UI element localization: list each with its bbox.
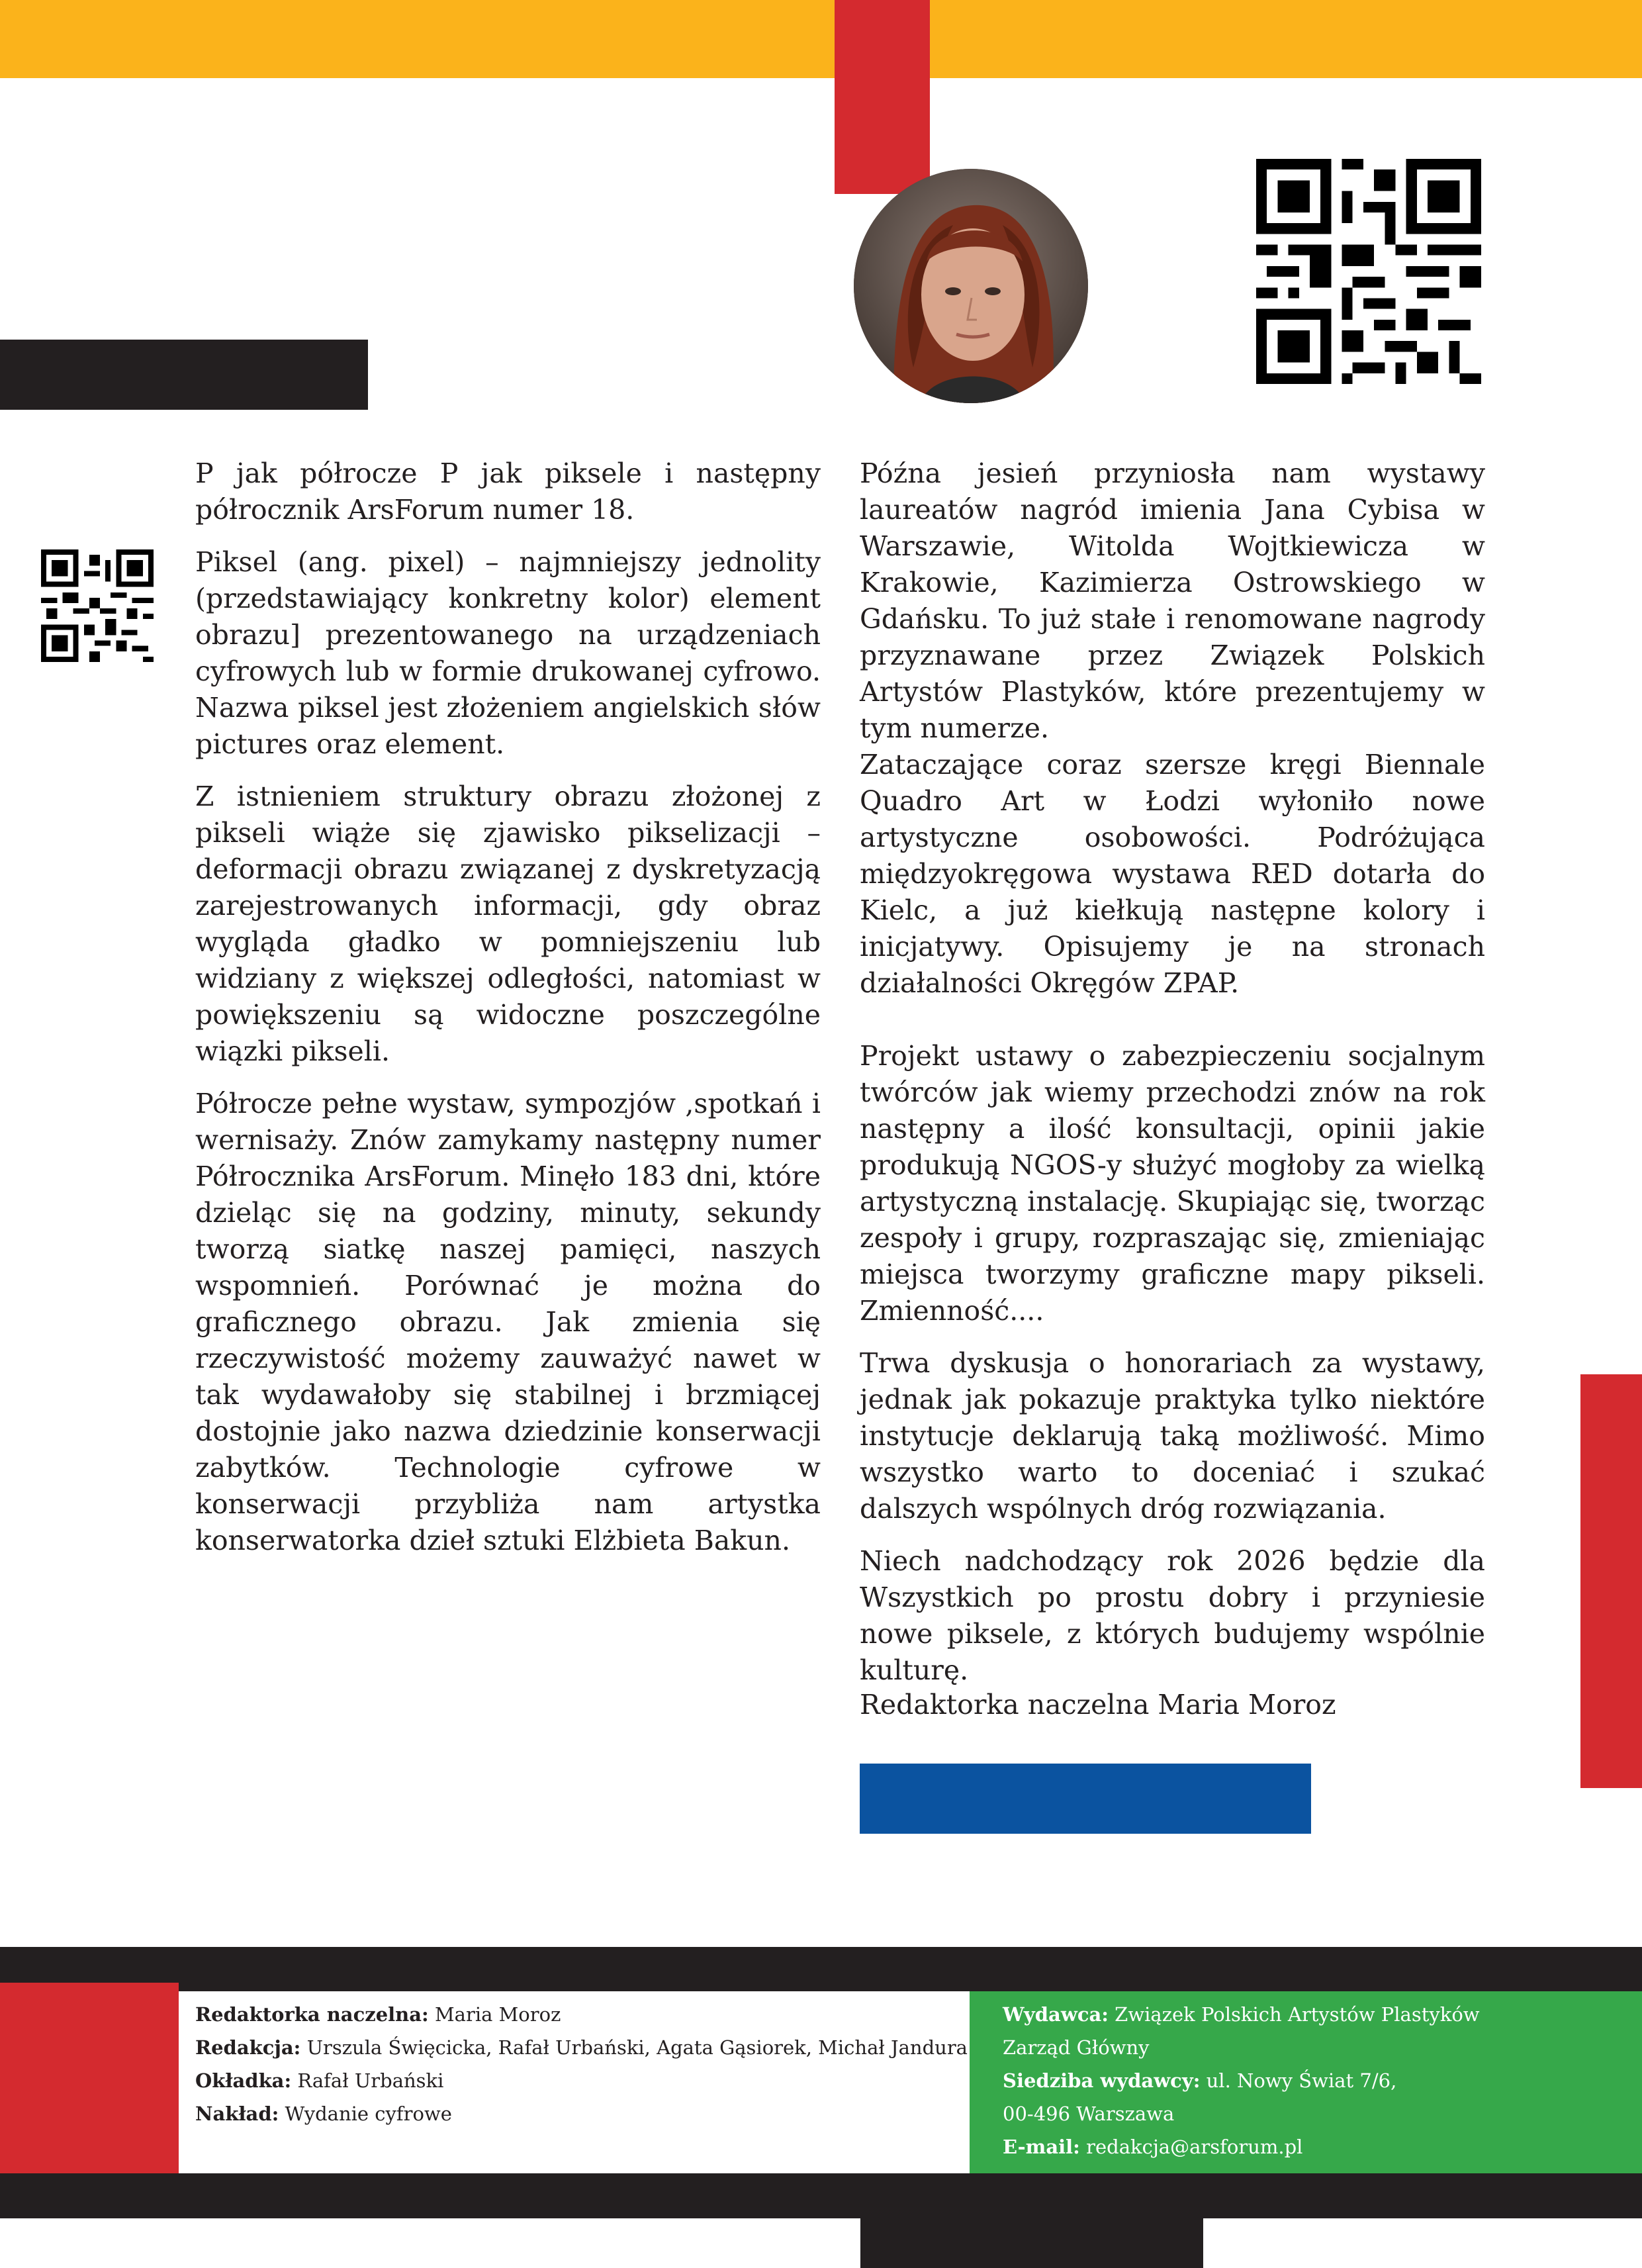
blue-block [860,1764,1311,1834]
left-column [195,455,821,1575]
credit-editor: Redaktorka naczelna: Maria Moroz [195,2003,561,2026]
credit-print-run: Nakład: Wydanie cyfrowe [195,2103,452,2125]
top-red-block [835,0,930,194]
bottom-white-right [1203,2218,1642,2268]
signature: Redaktorka naczelna Maria Moroz [860,1689,1336,1721]
qr-code-icon [1256,159,1481,384]
left-black-bar [0,340,368,410]
left-paragraph-2: Piksel (ang. pixel) – najmniejszy jednolity (przedstawiający konkretny kolor) element obrazu] prezentowanego na urządzeniach cyfrowych lub w formie drukowanej cyfrowo. Nazwa piksel jest złożeniem angielskich słów pictures oraz element. [195,546,821,760]
bottom-black-tab [860,2218,1203,2268]
right-paragraph-5: Niech nadchodzący rok 2026 będzie dla Wszystkich po prostu dobry i przyniesie nowe piksele, z których budujemy wspólnie kulturę. [860,1545,1485,1686]
right-paragraph-4: Trwa dyskusja o honorariach za wystawy, jednak jak pokazuje praktyka tylko niektóre instytucje deklarują taką możliwość. Mimo wszystko warto to doceniać i szukać dalszych wspólnych dróg rozwiązania. [860,1347,1485,1525]
top-yellow-bar [0,0,1642,78]
right-paragraph-1: Późna jesień przyniosła nam wystawy laureatów nagród imienia Jana Cybisa w Warszawie, Witolda Wojtkiewicza w Krakowie, Kazimierza Ostrowskiego w Gdańsku. To już stałe i renomowane nagrody przyznawane przez Związek Polskich Artystów Plastyków, które prezentujemy w tym numerze. [860,457,1485,744]
credit-cover: Okładka: Rafał Urbański [195,2069,444,2092]
footer-credits [195,1998,968,2130]
qr-code-icon [41,549,154,662]
right-paragraph-3: Projekt ustawy o zabezpieczeniu socjalnym twórców jak wiemy przechodzi znów na rok następny a ilość konsultacji, opinii jakie produkują NGOS-y służyć mogłoby za wielką artystyczną instalację. Skupiając się, tworząc zespoły i grupy, rozpraszając się, zmieniając miejsca tworzymy graficzne mapy pikseli. Zmienność.... [860,1040,1485,1327]
seat-line-2: 00-496 Warszawa [1003,2103,1175,2125]
author-portrait [854,169,1088,403]
right-red-bar [1580,1374,1642,1788]
left-paragraph-1: P jak półrocze P jak piksele i następny półrocznik ArsForum numer 18. [195,457,821,526]
right-paragraph-2: Zataczające coraz szersze kręgi Biennale Quadro Art w Łodzi wyłoniło nowe artystyczne osobowości. Podróżująca międzyokręgowa wystawa RED dotarła do Kielc, a już kiełkują następne kolory i inicjatywy. Opisujemy je na stronach działalności Okręgów ZPAP. [860,749,1485,999]
email-line: E-mail: redakcja@arsforum.pl [1003,2136,1303,2158]
seat-line: Siedziba wydawcy: ul. Nowy Świat 7/6, [1003,2069,1397,2092]
publisher-line-2: Zarząd Główny [1003,2036,1150,2059]
footer-publisher [1003,1998,1480,2163]
right-column [860,455,1485,1705]
email-link[interactable]: redakcja@arsforum.pl [1079,2136,1303,2158]
credit-editorial: Redakcja: Urszula Święcicka, Rafał Urbański, Agata Gąsiorek, Michał Jandura [195,2036,968,2059]
publisher-line: Wydawca: Związek Polskich Artystów Plastyków [1003,2003,1480,2026]
left-paragraph-4: Półrocze pełne wystaw, sympozjów ,spotkań i wernisaży. Znów zamykamy następny numer Półrocznika ArsForum. Minęło 183 dni, które dzieląc się na godziny, minuty, sekundy tworzą siatkę naszej pamięci, naszych wspomnień. Porównać je można do graficznego obrazu. Jak zmienia się rzeczywistość możemy zauważyć nawet w tak wydawałoby się stabilnej i brzmiącej dostojnie jako nazwa dziedzinie konserwacji zabytków. Technologie cyfrowe w konserwacji przybliża nam artystka konserwatorka dzieł sztuki Elżbieta Bakun. [195,1088,821,1556]
left-paragraph-3: Z istnieniem struktury obrazu złożonej z pikseli wiąże się zjawisko pikselizacji – deformacji obrazu związanej z dyskretyzacją zarejestrowanych informacji, gdy obraz wygląda gładko w pomniejszeniu lub widziany z większej odległości, natomiast w powiększeniu są widoczne poszczególne wiązki pikseli. [195,780,821,1067]
bottom-white-left [0,2218,860,2268]
footer-red-block [0,1983,179,2173]
